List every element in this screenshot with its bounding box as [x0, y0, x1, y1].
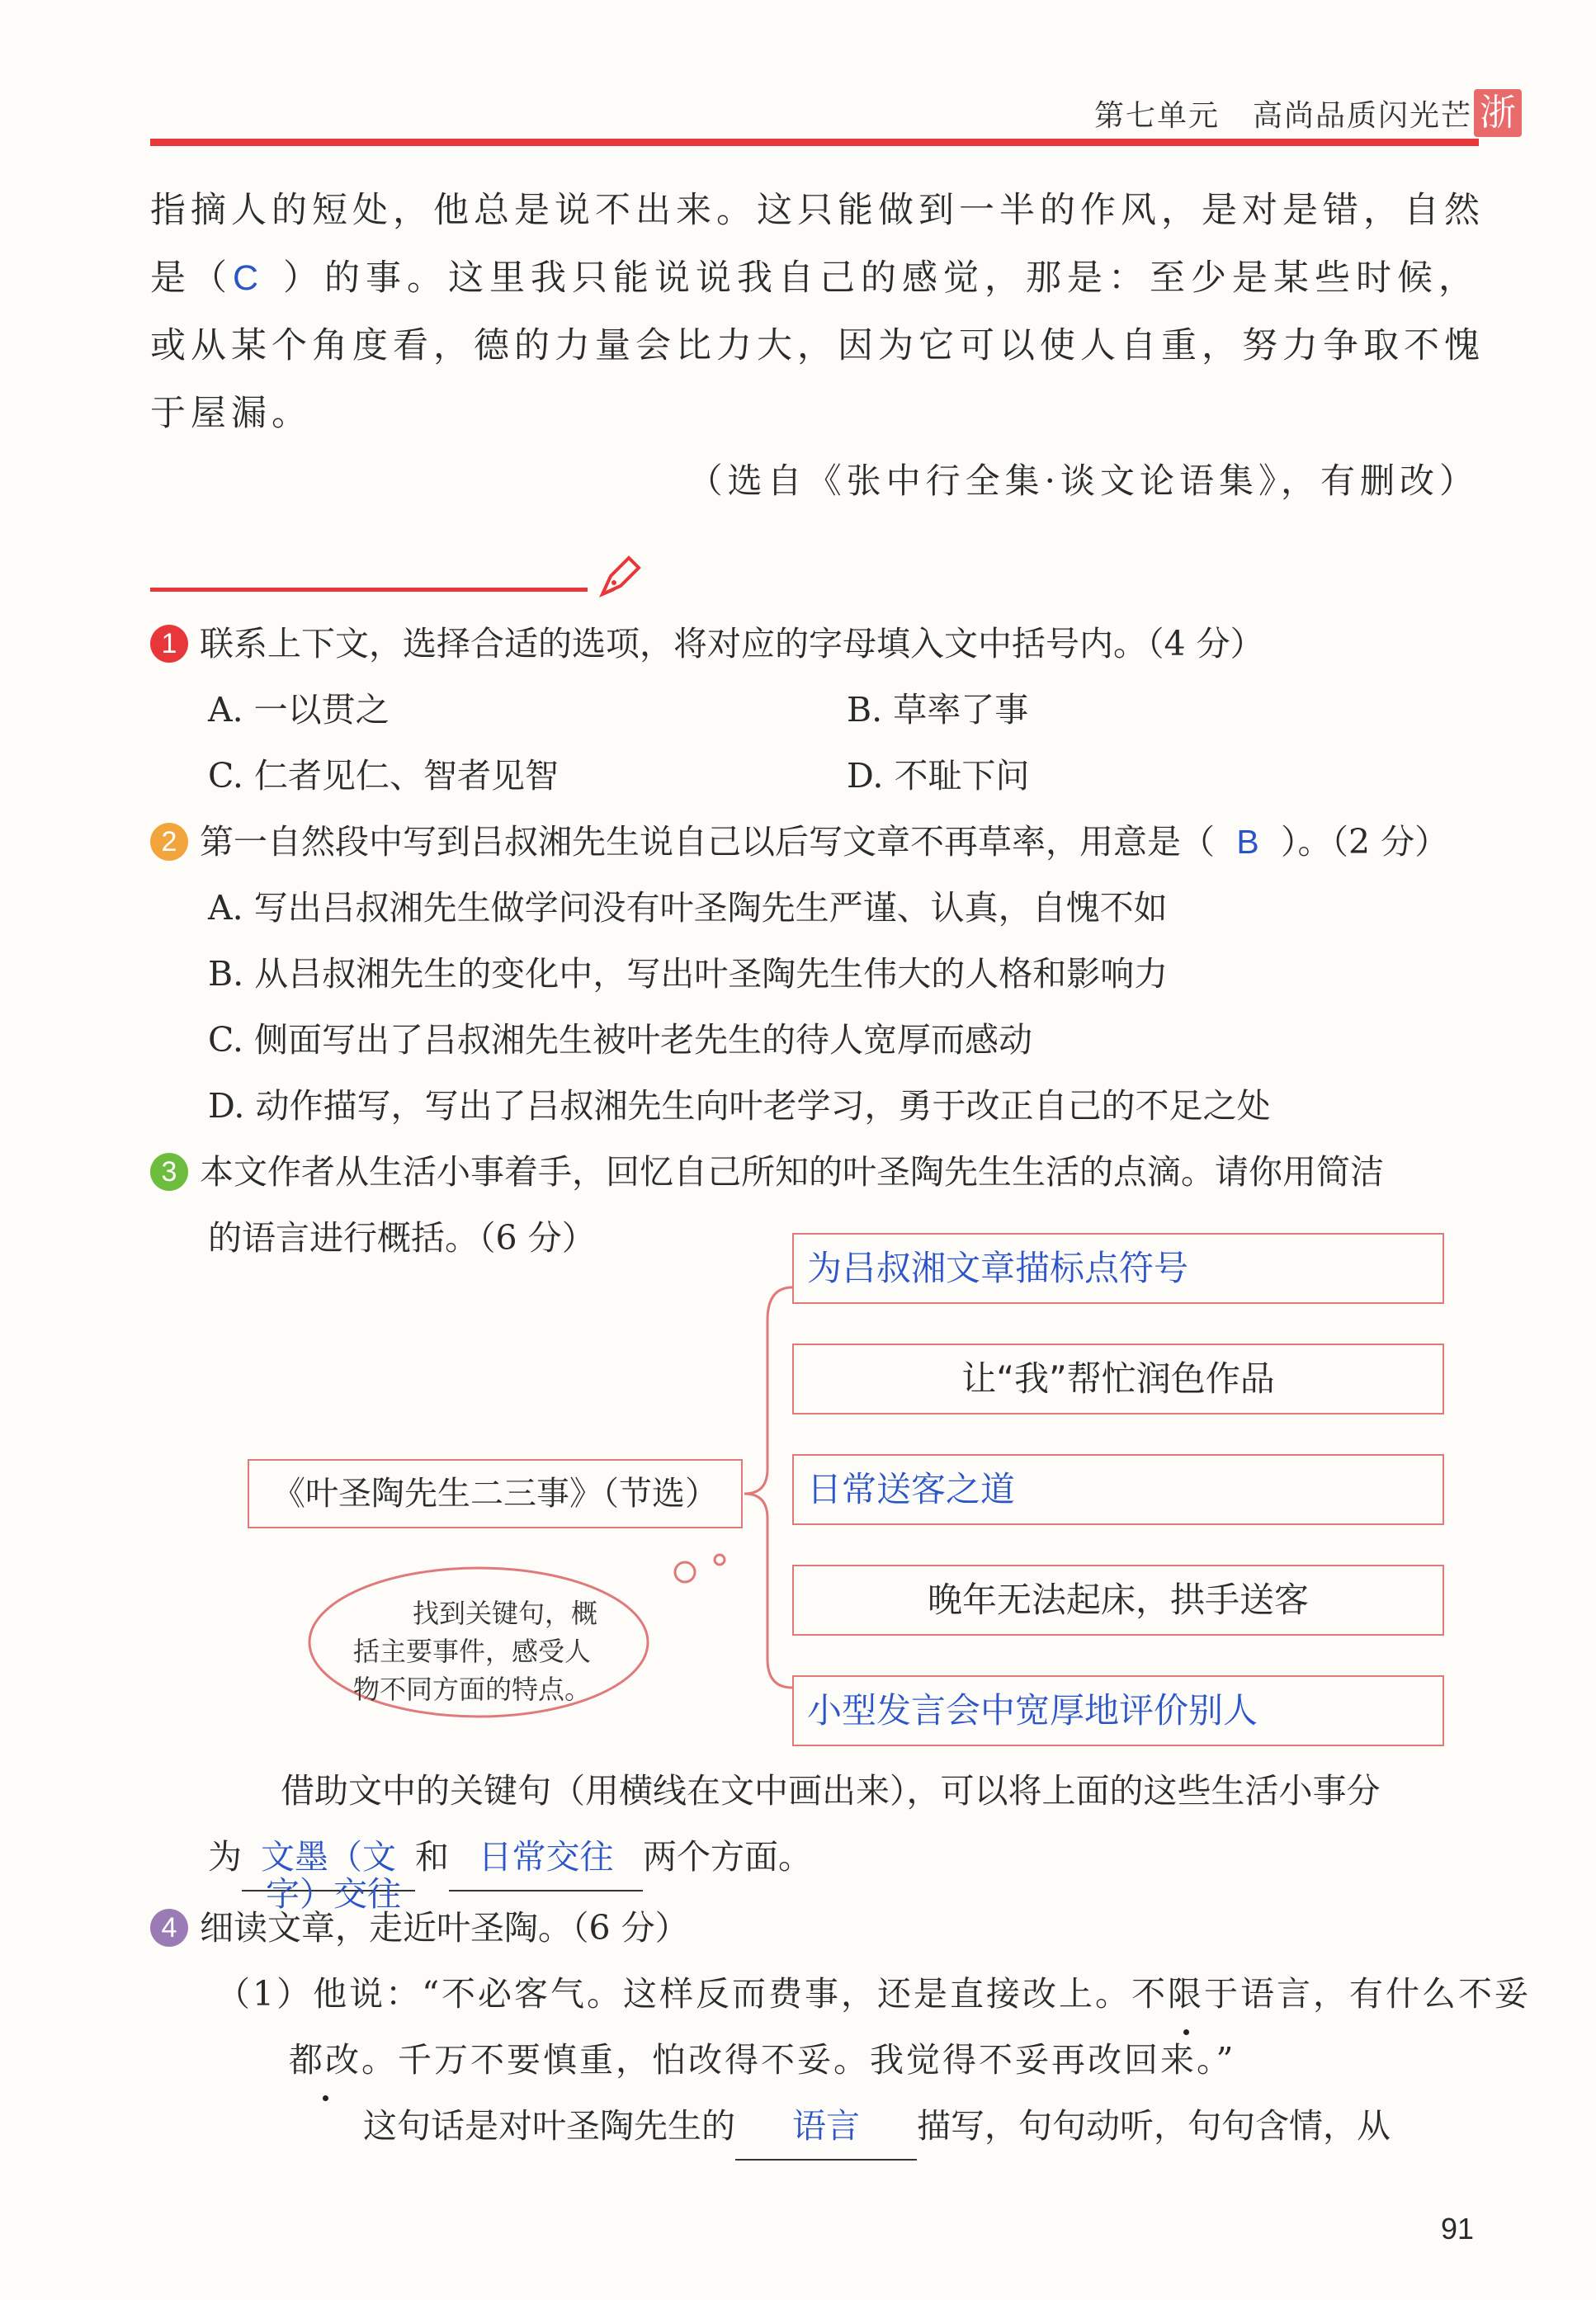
diagram-item-3: 日常送客之道: [792, 1454, 1444, 1525]
unit-title: 高尚品质闪光芒: [1252, 99, 1472, 133]
option-c: C. 侧面写出了吕叔湘先生被叶老先生的待人宽厚而感动: [208, 1020, 1032, 1060]
section-rule: [150, 588, 588, 592]
question-4: 4 细读文章，走近叶圣陶。（6 分）: [150, 1895, 689, 1961]
q3-follow-line2: 为 文墨（文 和 日常交往 两个方面。: [208, 1824, 812, 1891]
page-number: 91: [1440, 2212, 1474, 2246]
tip-line: 找到关键句，概: [413, 1598, 598, 1629]
emphasis-dotted: 都改: [289, 2027, 361, 2093]
option-d: D. 不耻下问: [847, 756, 1030, 796]
answer-blank-1: 文墨（文: [242, 1824, 415, 1891]
question-3: 3 本文作者从生活小事着手，回忆自己所知的叶圣陶先生生活的点滴。请你用简洁: [150, 1139, 1384, 1205]
passage-line: 或从某个角度看，德的力量会比力大，因为它可以使人自重，努力争取不愧: [150, 325, 1485, 366]
diagram-item-4: 晚年无法起床，拱手送客: [792, 1565, 1444, 1636]
option-d: D. 动作描写，写出了吕叔湘先生向叶老学习，勇于改正自己的不足之处: [208, 1086, 1271, 1126]
q4-sub1-line1: （1）他说：“不必客气。这样反而费事，还是直接改上。不限于语言，有什么不妥: [216, 1961, 1531, 2027]
answer-blank-3: 语言: [735, 2093, 917, 2161]
header-rule: [150, 139, 1479, 146]
question-number: 1: [150, 625, 188, 663]
passage-line: 于屋漏。: [150, 393, 312, 434]
question-text: 联系上下文，选择合适的选项，将对应的字母填入文中括号内。（4 分）: [200, 624, 1264, 664]
running-header: [1094, 92, 1472, 135]
option-a: A. 一以贯之: [208, 690, 390, 730]
question-3-line2: 的语言进行概括。（6 分）: [208, 1218, 596, 1258]
option-b: B. 从吕叔湘先生的变化中，写出叶圣陶先生伟大的人格和影响力: [208, 954, 1169, 994]
option-a: A. 写出吕叔湘先生做学问没有叶圣陶先生严谨、认真，自愧不如: [208, 888, 1168, 928]
passage-line: 是（C ）的事。这里我只能说说我自己的感觉，那是：至少是某些时候，: [150, 244, 1479, 312]
question-number: 3: [150, 1153, 188, 1191]
answer-c: C: [233, 258, 264, 298]
option-c: C. 仁者见仁、智者见智: [208, 756, 559, 796]
option-b: B. 草率了事: [847, 690, 1029, 730]
question-2: 2 第一自然段中写到吕叔湘先生说自己以后写文章不再草率，用意是（ B ）。（2 分）: [150, 809, 1448, 875]
passage-line: 指摘人的短处，他总是说不出来。这只能做到一半的作风，是对是错，自然: [150, 190, 1485, 231]
question-number: 4: [150, 1909, 188, 1947]
diagram-item-5: 小型发言会中宽厚地评价别人: [792, 1675, 1444, 1746]
tip-line: 括主要事件，感受人: [353, 1636, 592, 1667]
province-badge: 浙: [1474, 89, 1522, 137]
passage: [150, 177, 1485, 447]
q4-sub1-line2: 都改。千万不要慎重，怕改得不妥。我觉得不妥再改回来。”: [289, 2027, 1235, 2093]
answer-blank-2: 日常交往: [449, 1824, 643, 1891]
q4-sub1-line3: 这句话是对叶圣陶先生的 语言 描写，句句动听，句句含情，从: [363, 2093, 1391, 2161]
diagram-brace: [734, 1271, 800, 1700]
pen-icon: [596, 551, 645, 601]
diagram-root: 《叶圣陶先生二三事》（节选）: [248, 1459, 743, 1528]
tip-line: 物不同方面的特点。: [353, 1674, 592, 1705]
diagram-item-2: 让“我”帮忙润色作品: [792, 1344, 1444, 1414]
q3-follow-line1: 借助文中的关键句（用横线在文中画出来），可以将上面的这些生活小事分: [281, 1771, 1381, 1811]
answer-b: B: [1236, 823, 1259, 861]
unit-label: 第七单元: [1093, 99, 1220, 133]
source-citation: （选自《张中行全集·谈文论语集》，有删改）: [687, 460, 1479, 501]
answer-blank-1-overflow: 字）交往: [266, 1874, 401, 1914]
emphasis-dotted: 不限于: [1131, 1961, 1240, 2027]
question-1: [150, 611, 1264, 677]
diagram-item-1: 为吕叔湘文章描标点符号: [792, 1233, 1444, 1304]
question-number: 2: [150, 823, 188, 861]
